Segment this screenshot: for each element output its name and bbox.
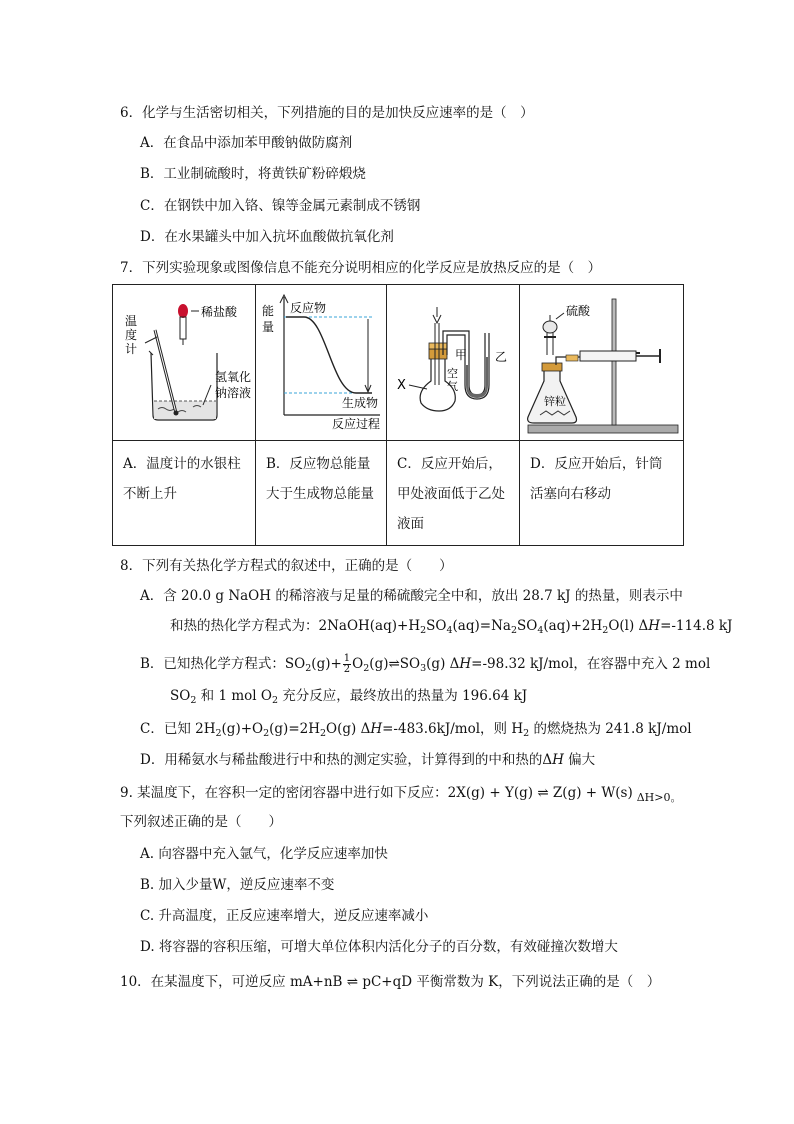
q9-option-b: B. 加入少量W，逆反应速率不变 <box>140 877 335 893</box>
yi-label: 乙 <box>495 350 508 364</box>
energy-axis-label-2: 量 <box>262 320 275 334</box>
q8-stem: 8．下列有关热化学方程式的叙述中，正确的是（ ） <box>120 558 453 574</box>
fraction-one-half: $\frac{1}{2}$ <box>343 653 351 675</box>
q7-caption-c: C．反应开始后，甲处液面低于乙处液面 <box>387 441 520 546</box>
zinc-label: 锌粒 <box>544 395 566 408</box>
thermometer-beaker-diagram <box>113 285 256 440</box>
q9-option-d: D. 将容器的容积压缩，可增大单位体积内活化分子的百分数，有效碰撞次数增大 <box>140 939 618 955</box>
energy-diagram <box>256 285 387 440</box>
air-label-2: 气 <box>447 380 458 393</box>
q9-option-a: A. 向容器中充入氩气，化学反应速率加快 <box>140 846 388 862</box>
q7-figure-a <box>113 285 256 441</box>
jia-label: 甲 <box>455 348 468 362</box>
air-label-1: 空 <box>447 367 458 380</box>
product-label: 生成物 <box>342 396 379 410</box>
q7-caption-b: B．反应物总能量大于生成物总能量 <box>256 441 387 546</box>
q8-option-c: C．已知 $2H_2(g)+O_2(g)=2H_2O(g)$ ΔH=-483.6kJ/mol，则 $H_2$ 的燃烧热为 241.8 kJ/mol <box>140 721 692 739</box>
q9-stem-line2: 下列叙述正确的是（ ） <box>120 814 282 830</box>
q8-option-a-line2: 和热的热化学方程式为：$2NaOH(aq)+H_2SO_4(aq)=Na_2SO_4(aq)+2H_2O(l)$ ΔH=-114.8 kJ <box>170 618 733 636</box>
q7-caption-d: D．反应开始后，针筒活塞向右移动 <box>520 441 684 546</box>
x-label: X <box>397 378 406 393</box>
q7-figure-table <box>112 284 684 546</box>
u-tube-diagram <box>387 285 520 440</box>
q6-stem: 6．化学与生活密切相关，下列措施的目的是加快反应速率的是（ ） <box>120 105 534 121</box>
thermometer-label-2: 度 <box>125 328 138 342</box>
q9-stem-line1: 9. 某温度下，在容积一定的密闭容器中进行如下反应：2X(g) + Y(g) ⇌ Z(g) + W(s) $_{\Delta H>0。}$ <box>120 785 682 804</box>
q6-option-b: B．工业制硫酸时，将黄铁矿粉碎煅烧 <box>140 166 366 182</box>
naoh-label-2: 钠溶液 <box>215 386 252 400</box>
syringe-flask-diagram <box>520 285 684 440</box>
q10-stem: 10．在某温度下，可逆反应 mA+nB ⇌ pC+qD 平衡常数为 K，下列说法正确的是（ ） <box>120 974 661 990</box>
q9-option-c: C. 升高温度，正反应速率增大，逆反应速率减小 <box>140 908 429 924</box>
q6-option-a: A．在食品中添加苯甲酸钠做防腐剂 <box>140 135 353 151</box>
reactant-label: 反应物 <box>290 301 327 315</box>
x-axis-label: 反应过程 <box>332 417 381 431</box>
q7-caption-a: A．温度计的水银柱不断上升 <box>113 441 256 546</box>
q8-option-b-line1: B．已知热化学方程式：$SO_2(g)+$ $\frac{1}{2}$ $O_2(g)\rightleftharpoons SO_3(g)$ ΔH=-98.32 kJ/mol，在容器中充入 2 mol <box>140 653 711 675</box>
q7-figure-b <box>256 285 387 441</box>
naoh-label-1: 氢氧化 <box>215 370 252 384</box>
thermometer-label-1: 温 <box>125 314 138 328</box>
q6-option-c: C．在钢铁中加入铬、镍等金属元素制成不锈钢 <box>140 198 421 214</box>
energy-axis-label-1: 能 <box>262 304 275 318</box>
q8-option-d: D．用稀氨水与稀盐酸进行中和热的测定实验，计算得到的中和热的ΔH 偏大 <box>140 752 596 768</box>
hydrochloric-acid-label: 稀盐酸 <box>201 305 238 319</box>
q7-stem: 7．下列实验现象或图像信息不能充分说明相应的化学反应是放热反应的是（ ） <box>120 260 602 276</box>
q6-option-d: D．在水果罐头中加入抗坏血酸做抗氧化剂 <box>140 229 394 245</box>
q7-figure-d <box>520 285 684 441</box>
q7-figure-c <box>387 285 520 441</box>
sulfuric-acid-label: 硫酸 <box>566 304 591 318</box>
q8-option-b-line2: $SO_2$ 和 1 mol $O_2$ 充分反应，最终放出的热量为 196.64 kJ <box>170 688 528 706</box>
q8-option-a-line1: A．含 20.0 g NaOH 的稀溶液与足量的稀硫酸完全中和，放出 28.7 kJ 的热量，则表示中 <box>140 588 683 604</box>
thermometer-label-3: 计 <box>125 342 138 356</box>
